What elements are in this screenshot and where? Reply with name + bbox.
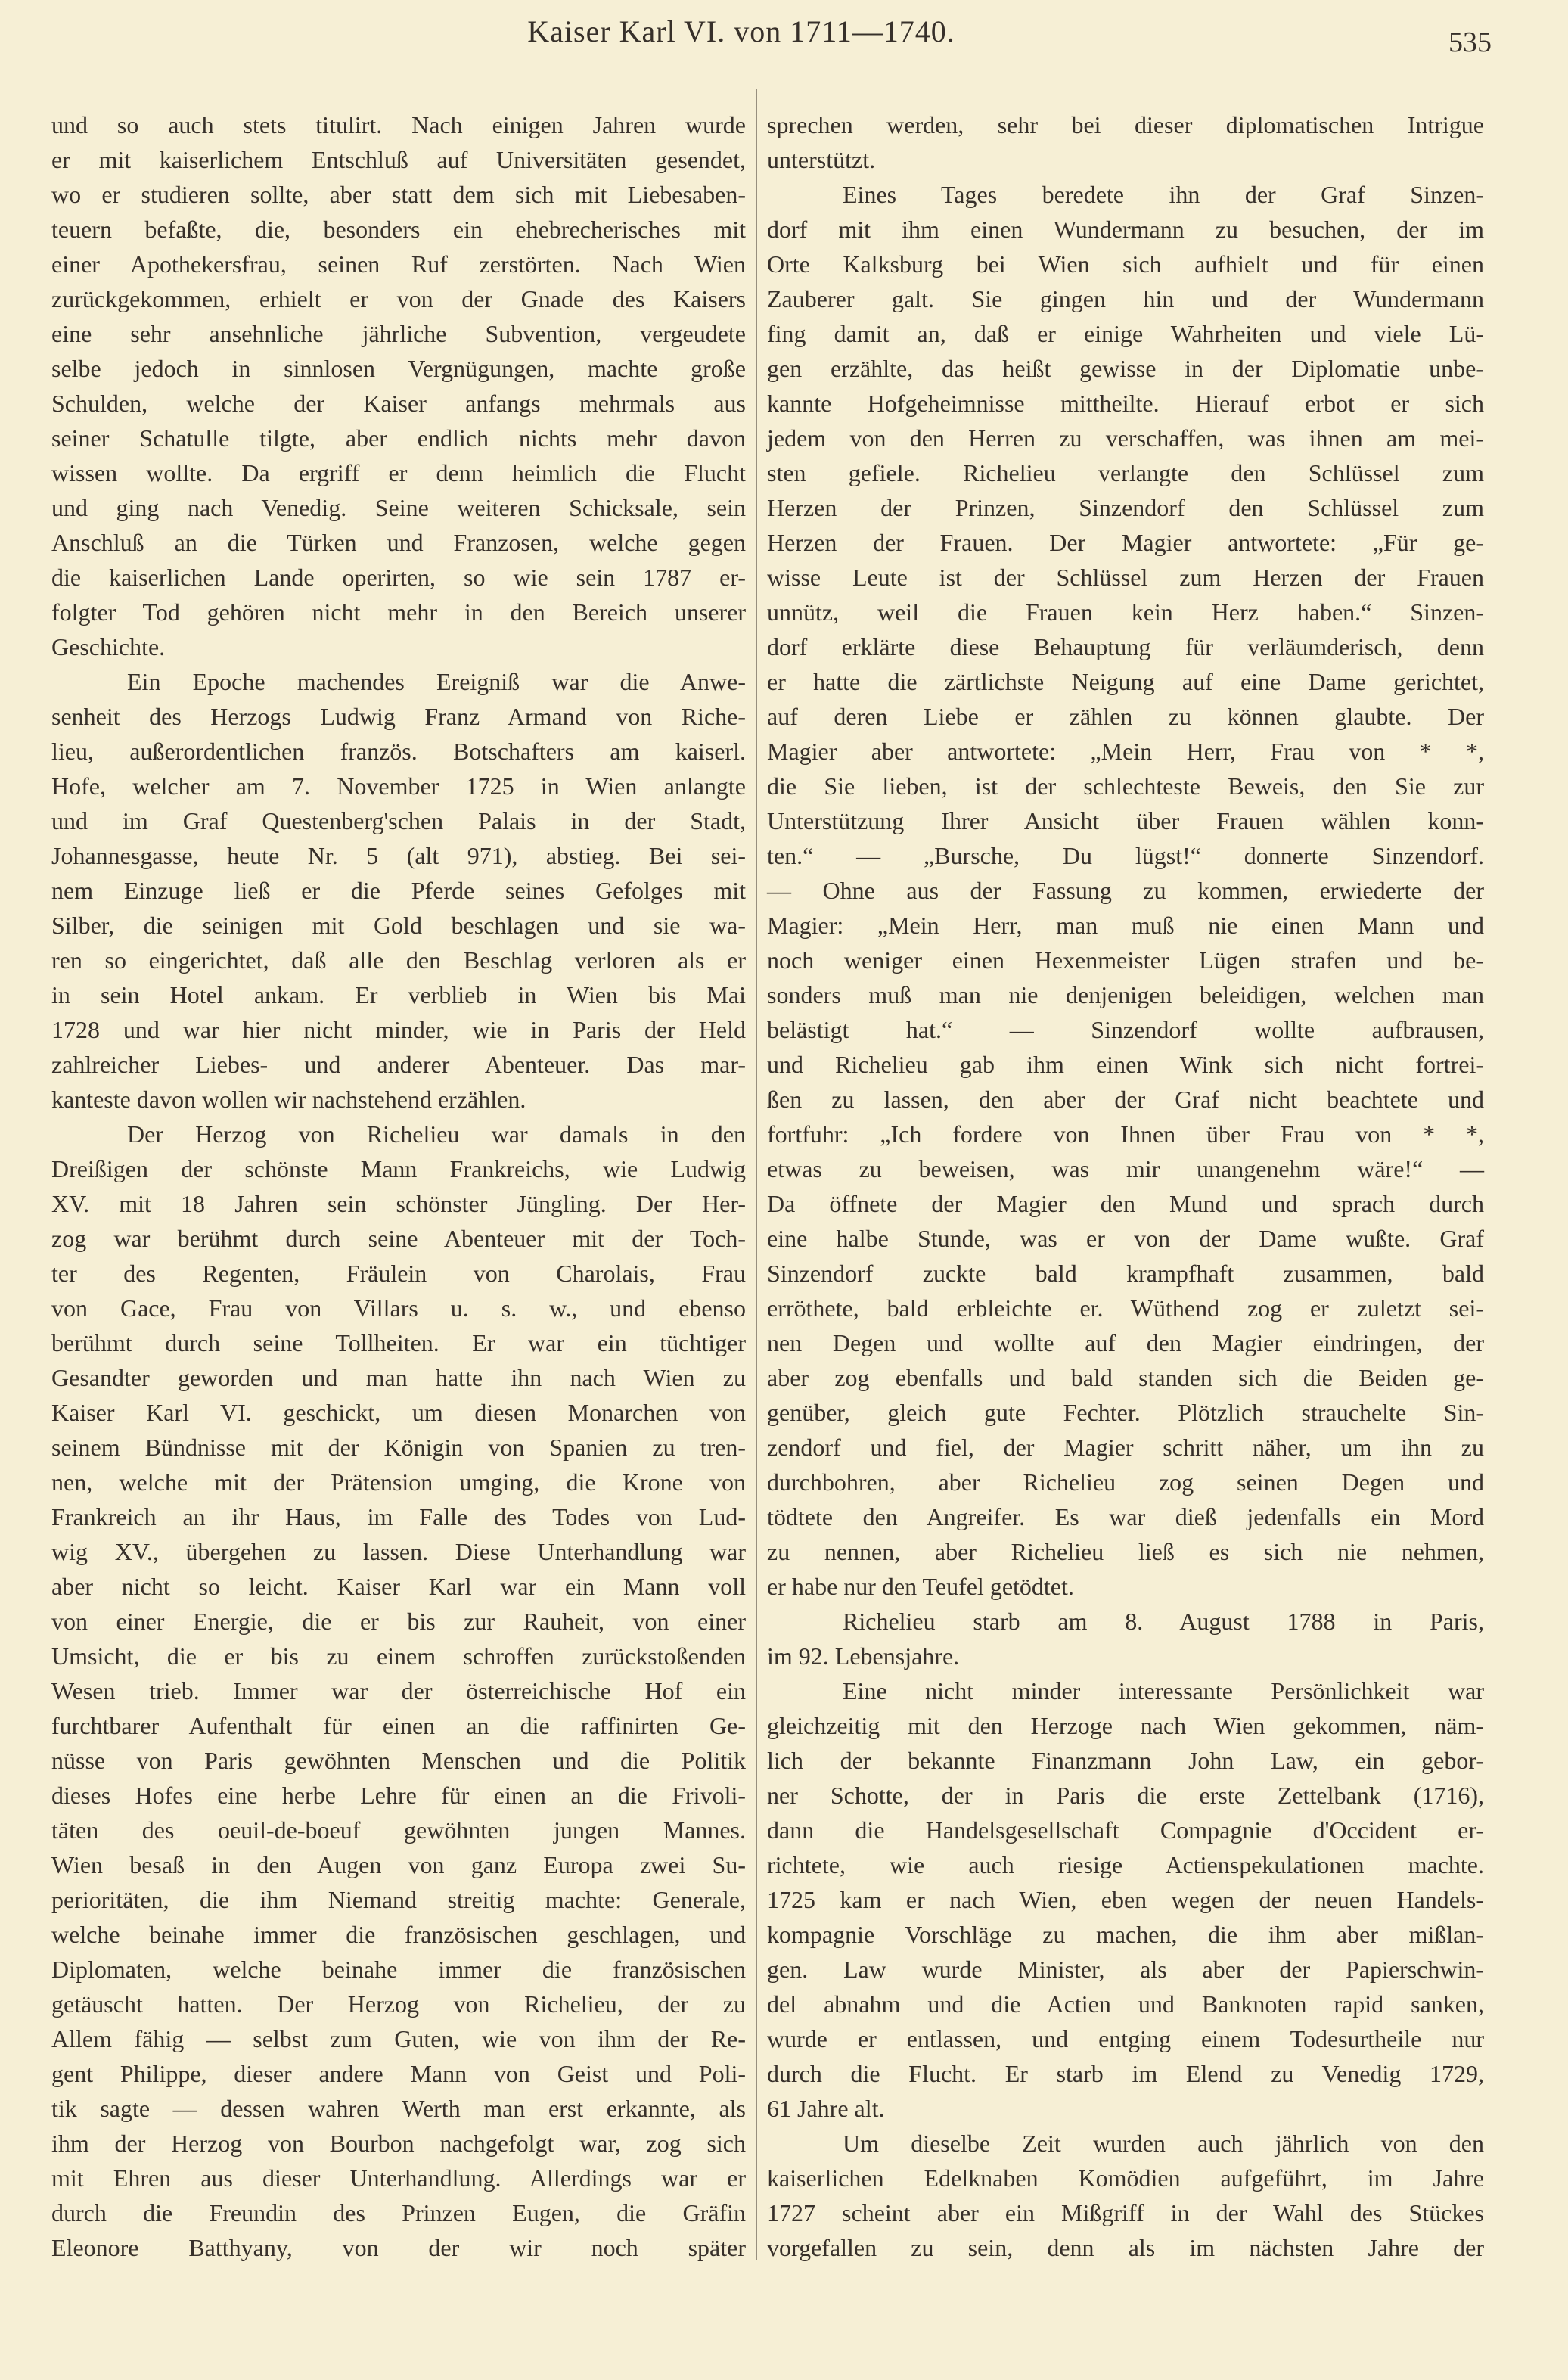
text-line: durch die Freundin des Prinzen Eugen, die Gräfin [51, 2199, 746, 2226]
text-line: Sinzendorf zuckte bald krampfhaft zusammen, bald [767, 1260, 1484, 1287]
text-line: 1727 scheint aber ein Mißgriff in der Wahl des Stückes [767, 2199, 1484, 2226]
text-line: kaiserlichen Edelknaben Komödien aufgeführt, im Jahre [767, 2164, 1484, 2192]
text-line: furchtbarer Aufenthalt für einen an die raffinirten Ge- [51, 1712, 746, 1739]
text-line: aber zog ebenfalls und bald standen sich die Beiden ge- [767, 1364, 1484, 1391]
text-line: perioritäten, die ihm Niemand streitig machte: Generale, [51, 1886, 746, 1913]
text-line: mit Ehren aus dieser Unterhandlung. Allerdings war er [51, 2164, 746, 2192]
text-line: Orte Kalksburg bei Wien sich aufhielt und für einen [767, 250, 1484, 278]
text-line: kannte Hofgeheimnisse mittheilte. Hierauf erbot er sich [767, 390, 1484, 417]
text-line: von einer Energie, die er bis zur Rauheit, von einer [51, 1608, 746, 1635]
text-line: nüsse von Paris gewöhnten Menschen und die Politik [51, 1747, 746, 1774]
text-line: tödtete den Angreifer. Es war dieß jedenfalls ein Mord [767, 1503, 1484, 1530]
text-line: Schulden, welche der Kaiser anfangs mehrmals aus [51, 390, 746, 417]
text-line: dorf mit ihm einen Wundermann zu besuchen, der im [767, 216, 1484, 243]
paragraph [51, 107, 746, 664]
text-line: die Sie lieben, ist der schlechteste Beweis, den Sie zur [767, 772, 1484, 800]
text-line: zendorf und fiel, der Magier schritt näher, um ihn zu [767, 1434, 1484, 1461]
text-line: Um dieselbe Zeit wurden auch jährlich von den [843, 2130, 1484, 2157]
text-line: durchbohren, aber Richelieu zog seinen Degen und [767, 1468, 1484, 1496]
text-line: und ging nach Venedig. Seine weiteren Schicksale, sein [51, 494, 746, 521]
text-line: Magier aber antwortete: „Mein Herr, Frau von * *, [767, 738, 1484, 765]
text-line: 1728 und war hier nicht minder, wie in Paris der Held [51, 1016, 746, 1043]
text-line: Zauberer galt. Sie gingen hin und der Wundermann [767, 285, 1484, 312]
text-line: aber nicht so leicht. Kaiser Karl war ein Mann voll [51, 1573, 746, 1600]
text-line: vorgefallen zu sein, denn als im nächsten Jahre der [767, 2234, 1484, 2261]
paragraph [767, 1604, 1484, 1673]
text-line: im 92. Lebensjahre. [767, 1642, 960, 1670]
text-line: einer Apothekersfrau, seinen Ruf zerstörten. Nach Wien [51, 250, 746, 278]
text-line: und Richelieu gab ihm einen Wink sich nicht fortrei- [767, 1051, 1484, 1078]
text-line: unnütz, weil die Frauen kein Herz haben.“ Sinzen- [767, 598, 1484, 626]
text-line: Eine nicht minder interessante Persönlichkeit war [843, 1677, 1484, 1704]
text-line: Frankreich an ihr Haus, im Falle des Todes von Lud- [51, 1503, 746, 1530]
text-line: seiner Schatulle tilgte, aber endlich nichts mehr davon [51, 424, 746, 452]
text-line: ihm der Herzog von Bourbon nachgefolgt war, zog sich [51, 2130, 746, 2157]
paragraph [51, 1117, 746, 2265]
text-line: von Gace, Frau von Villars u. s. w., und ebenso [51, 1294, 746, 1322]
text-line: zurückgekommen, erhielt er von der Gnade des Kaisers [51, 285, 746, 312]
text-line: er mit kaiserlichem Entschluß auf Universitäten gesendet, [51, 146, 746, 173]
text-line: ter des Regenten, Fräulein von Charolais, Frau [51, 1260, 746, 1287]
text-line: Der Herzog von Richelieu war damals in den [127, 1120, 746, 1148]
text-line: Eleonore Batthyany, von der wir noch später [51, 2234, 746, 2261]
text-line: Ein Epoche machendes Ereigniß war die Anwe- [127, 668, 746, 695]
text-line: ßen zu lassen, den aber der Graf nicht beachtete und [767, 1086, 1484, 1113]
paragraph [767, 2126, 1484, 2265]
text-line: Da öffnete der Magier den Mund und sprach durch [767, 1190, 1484, 1217]
text-line: Hofe, welcher am 7. November 1725 in Wien anlangte [51, 772, 746, 800]
text-line: Diplomaten, welche beinahe immer die französischen [51, 1956, 746, 1983]
text-line: Dreißigen der schönste Mann Frankreichs, wie Ludwig [51, 1155, 746, 1182]
text-line: lich der bekannte Finanzmann John Law, ein gebor- [767, 1747, 1484, 1774]
text-line: seinem Bündnisse mit der Königin von Spanien zu tren- [51, 1434, 746, 1461]
text-line: — Ohne aus der Fassung zu kommen, erwiederte der [767, 877, 1484, 904]
text-line: 61 Jahre alt. [767, 2095, 885, 2122]
text-line: und so auch stets titulirt. Nach einigen Jahren wurde [51, 111, 746, 138]
text-line: Herzen der Prinzen, Sinzendorf den Schlüssel zum [767, 494, 1484, 521]
paragraph [51, 664, 746, 1117]
text-line: täten des oeuil-de-boeuf gewöhnten jungen Mannes. [51, 1816, 746, 1844]
text-line: zahlreicher Liebes- und anderer Abenteuer. Das mar- [51, 1051, 746, 1078]
text-line: Magier: „Mein Herr, man muß nie einen Mann und [767, 912, 1484, 939]
text-line: Herzen der Frauen. Der Magier antwortete: „Für ge- [767, 529, 1484, 556]
text-line: tik sagte — dessen wahren Werth man erst erkannte, als [51, 2095, 746, 2122]
text-line: dieses Hofes eine herbe Lehre für einen an die Frivoli- [51, 1782, 746, 1809]
text-line: gen. Law wurde Minister, als aber der Papierschwin- [767, 1956, 1484, 1983]
right-column [767, 107, 1484, 2265]
text-line: durch die Flucht. Er starb im Elend zu Venedig 1729, [767, 2060, 1484, 2087]
text-line: ten.“ — „Bursche, Du lügst!“ donnerte Sinzendorf. [767, 842, 1484, 869]
text-line: sprechen werden, sehr bei dieser diplomatischen Intrigue [767, 111, 1484, 138]
text-line: Geschichte. [51, 633, 166, 660]
text-line: Unterstützung Ihrer Ansicht über Frauen wählen konn- [767, 807, 1484, 834]
text-line: wissen wollte. Da ergriff er denn heimlich die Flucht [51, 459, 746, 486]
text-line: lieu, außerordentlichen französ. Botschafters am kaiserl. [51, 738, 746, 765]
text-line: und im Graf Questenberg'schen Palais in der Stadt, [51, 807, 746, 834]
text-line: Wien besaß in den Augen von ganz Europa zwei Su- [51, 1851, 746, 1878]
text-line: gen erzählte, das heißt gewisse in der Diplomatie unbe- [767, 355, 1484, 382]
text-line: die kaiserlichen Lande operirten, so wie sein 1787 er- [51, 564, 746, 591]
text-line: wisse Leute ist der Schlüssel zum Herzen der Frauen [767, 564, 1484, 591]
text-line: selbe jedoch in sinnlosen Vergnügungen, machte große [51, 355, 746, 382]
column-divider [756, 89, 757, 2260]
text-line: nen, welche mit der Prätension umging, die Krone von [51, 1468, 746, 1496]
text-line: genüber, gleich gute Fechter. Plötzlich strauchelte Sin- [767, 1399, 1484, 1426]
text-line: berühmt durch seine Tollheiten. Er war ein tüchtiger [51, 1329, 746, 1356]
text-line: wig XV., übergehen zu lassen. Diese Unterhandlung war [51, 1538, 746, 1565]
text-line: Silber, die seinigen mit Gold beschlagen und sie wa- [51, 912, 746, 939]
text-line: Eines Tages beredete ihn der Graf Sinzen- [843, 181, 1484, 208]
text-line: wurde er entlassen, und entging einem Todesurtheile nur [767, 2025, 1484, 2052]
text-line: eine sehr ansehnliche jährliche Subvention, vergeudete [51, 320, 746, 347]
text-line: 1725 kam er nach Wien, eben wegen der neuen Handels- [767, 1886, 1484, 1913]
text-line: Allem fähig — selbst zum Guten, wie von ihm der Re- [51, 2025, 746, 2052]
text-line: ren so eingerichtet, daß alle den Beschlag verloren als er [51, 946, 746, 974]
text-line: jedem von den Herren zu verschaffen, was ihnen am mei- [767, 424, 1484, 452]
text-line: sten gefiele. Richelieu verlangte den Schlüssel zum [767, 459, 1484, 486]
text-line: sonders muß man nie denjenigen beleidigen, welchen man [767, 981, 1484, 1008]
text-line: dorf erklärte diese Behauptung für verläumderisch, denn [767, 633, 1484, 660]
text-line: Gesandter geworden und man hatte ihn nach Wien zu [51, 1364, 746, 1391]
text-line: unterstützt. [767, 146, 876, 173]
text-line: nen Degen und wollte auf den Magier eindringen, der [767, 1329, 1484, 1356]
text-line: Wesen trieb. Immer war der österreichische Hof ein [51, 1677, 746, 1704]
text-line: er habe nur den Teufel getödtet. [767, 1573, 1074, 1600]
text-line: senheit des Herzogs Ludwig Franz Armand von Riche- [51, 703, 746, 730]
text-line: nem Einzuge ließ er die Pferde seines Gefolges mit [51, 877, 746, 904]
text-line: kompagnie Vorschläge zu machen, die ihm aber mißlan- [767, 1921, 1484, 1948]
text-line: kanteste davon wollen wir nachstehend erzählen. [51, 1086, 526, 1113]
text-line: etwas zu beweisen, was mir unangenehm wäre!“ — [767, 1155, 1484, 1182]
running-title: Kaiser Karl VI. von 1711—1740. [527, 14, 955, 48]
text-line: del abnahm und die Actien und Banknoten rapid sanken, [767, 1990, 1484, 2018]
text-line: XV. mit 18 Jahren sein schönster Jüngling. Der Her- [51, 1190, 746, 1217]
text-line: zu nennen, aber Richelieu ließ es sich nie nehmen, [767, 1538, 1484, 1565]
text-line: welche beinahe immer die französischen geschlagen, und [51, 1921, 746, 1948]
text-line: zog war berühmt durch seine Abenteuer mit der Toch- [51, 1225, 746, 1252]
text-line: fortfuhr: „Ich fordere von Ihnen über Frau von * *, [767, 1120, 1484, 1148]
text-line: gleichzeitig mit den Herzoge nach Wien gekommen, näm- [767, 1712, 1484, 1739]
page-number: 535 [1448, 26, 1492, 58]
left-column [51, 107, 746, 2265]
text-line: wo er studieren sollte, aber statt dem sich mit Liebesaben- [51, 181, 746, 208]
text-line: eine halbe Stunde, was er von der Dame wußte. Graf [767, 1225, 1484, 1252]
text-line: noch weniger einen Hexenmeister Lügen strafen und be- [767, 946, 1484, 974]
text-line: ner Schotte, der in Paris die erste Zettelbank (1716), [767, 1782, 1484, 1809]
text-line: gent Philippe, dieser andere Mann von Geist und Poli- [51, 2060, 746, 2087]
text-line: Kaiser Karl VI. geschickt, um diesen Monarchen von [51, 1399, 746, 1426]
paragraph [767, 1673, 1484, 2126]
text-line: Anschluß an die Türken und Franzosen, welche gegen [51, 529, 746, 556]
paragraph [767, 177, 1484, 1604]
text-line: fing damit an, daß er einige Wahrheiten und viele Lü- [767, 320, 1484, 347]
paragraph [767, 107, 1484, 177]
text-line: dann die Handelsgesellschaft Compagnie d'Occident er- [767, 1816, 1484, 1844]
text-line: belästigt hat.“ — Sinzendorf wollte aufbrausen, [767, 1016, 1484, 1043]
text-line: richtete, wie auch riesige Actienspekulationen machte. [767, 1851, 1484, 1878]
text-line: erröthete, bald erbleichte er. Wüthend zog er zuletzt sei- [767, 1294, 1484, 1322]
text-line: getäuscht hatten. Der Herzog von Richelieu, der zu [51, 1990, 746, 2018]
text-line: folgter Tod gehören nicht mehr in den Bereich unserer [51, 598, 746, 626]
text-line: in sein Hotel ankam. Er verblieb in Wien bis Mai [51, 981, 746, 1008]
text-line: teuern befaßte, die, besonders ein ehebrecherisches mit [51, 216, 746, 243]
text-line: er hatte die zärtlichste Neigung auf eine Dame gerichtet, [767, 668, 1484, 695]
text-line: Johannesgasse, heute Nr. 5 (alt 971), abstieg. Bei sei- [51, 842, 746, 869]
text-line: auf deren Liebe er zählen zu können glaubte. Der [767, 703, 1484, 730]
text-line: Umsicht, die er bis zu einem schroffen zurückstoßenden [51, 1642, 746, 1670]
text-line: Richelieu starb am 8. August 1788 in Paris, [843, 1608, 1484, 1635]
